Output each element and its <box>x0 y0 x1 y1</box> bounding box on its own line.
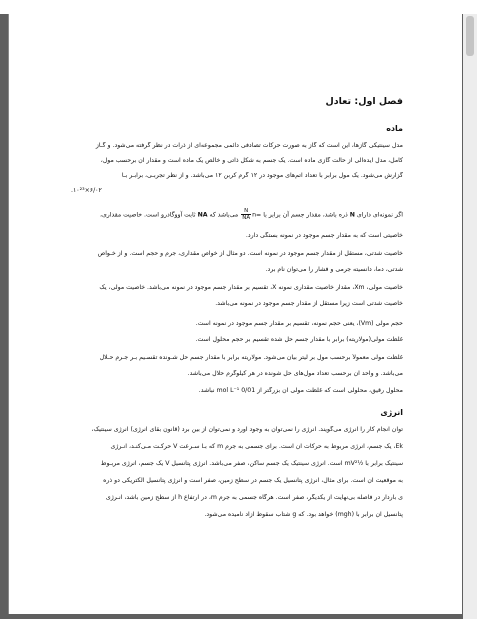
paragraph-line: ی باردار در فاصله بی‌نهایت از یکدیگر، صفر است. هرگاه جسمی به جرم m، در ارتفاع h از سطح زمین باشد، انـرژی <box>105 494 403 501</box>
paragraph-line: خاصیت مولی، Xm، مقدار خاصیت مقداری نمونه X، تقسیم بر مقدار جسم موجود در نمونه می‌باشد. خاصیت مولی، یک <box>99 284 403 291</box>
avogadro-line <box>71 208 403 224</box>
paragraph-line: به موقعیت آن است. برای مثال، انرژی پتانسیل یک جسم در سطح زمین، صفر است و انرژی پتانسیل الکتریکی دو ذره <box>103 477 403 484</box>
n-equals: =n <box>252 211 262 219</box>
symbol-NA: NA <box>197 211 208 219</box>
paragraph-line: خاصیت شدتی، مستقل از مقدار جسم موجود در نمونه است. دو مثال از خواص مقداری، جرم و حجم است. و از خـواص <box>97 250 403 257</box>
paragraph-line: محلول رقیق، محلولی است که غلظت مولی آن بزرگتر از 0/01 mol L⁻¹ نباشد. <box>198 387 403 394</box>
viewer-top-strip <box>0 0 477 14</box>
document-page <box>8 14 462 614</box>
paragraph-line: سینتیک برابر با ½mV² است. انرژی سینتیک یک جسم ساکن، صفر می‌باشد. انرژی پتانسیل V یک جسم، انرژی مربـوط <box>100 460 403 467</box>
avogadro-text-end: ثابت آووگادرو است. خاصیت مقداری، <box>99 211 196 219</box>
scrollbar-thumb[interactable] <box>466 16 474 56</box>
paragraph-line: می‌باشد. و واحد آن برحسب تعداد مول‌های حل شونده در هر کیلوگرم حلال می‌باشد. <box>187 370 403 377</box>
paragraph-line: توان انجام کار را انرژی می‌گویند. انرژی را نمی‌توان به وجود آورد و نمی‌توان از بین برد (قانون بقای انرژی) انرژی سینتیک، <box>91 426 403 433</box>
paragraph-line: پتانسیل آن برابر با (mgh) خواهد بود. که g شتاب سقوط آزاد نامیده می‌شود. <box>204 511 403 518</box>
paragraph-line: مدل سینتیکی گازها، این است که گاز به صورت حرکات تصادفی دائمی مجموعه‌ای از ذرات در نظر گرفته می‌شود. و گـاز <box>95 142 403 149</box>
symbol-N: N <box>349 211 355 219</box>
avogadro-text-before: اگر نمونه‌ای دارای <box>356 211 403 219</box>
section-heading-energy: انرژی <box>380 408 403 417</box>
avogadro-text-middle: ذره باشد، مقدار جسم آن برابر با <box>263 211 348 219</box>
paragraph-line: غلظت مولی معمولاً برحسب مول بر لیتر بیان می‌شود. مولاریته برابر با مقدار جسم حل شـونده تقسـیم بـر جـرم حـلال <box>99 354 403 361</box>
paragraph-line: ۶/۰۲×۱۰²³. <box>71 187 102 194</box>
fraction-numerator: N <box>241 208 251 215</box>
avogadro-text-after: می‌باشد که <box>209 211 239 219</box>
paragraph-line: کامل، مدل ایده‌آلی از حالت گازی ماده است. یک جسم به شکل ذاتی و خالص یک ماده است و مقدار آن برحسب مول، <box>100 157 403 164</box>
paragraph-line: غلظت مولی(مولاریته) برابر با مقدار جسم حل شده تقسیم بر حجم محلول است. <box>195 336 403 343</box>
vertical-scrollbar[interactable] <box>463 14 477 619</box>
paragraph-line: خاصیتی است که به مقدار جسم موجود در نمونه بستگی دارد. <box>245 232 403 239</box>
section-heading-matter: ماده <box>386 124 403 133</box>
chapter-title: فصل اول: تعادل <box>325 96 403 107</box>
fraction-n-over-na <box>241 208 251 221</box>
paragraph-line: گزارش می‌شود. یک مول برابر با تعداد اتم‌های موجود در ۱۲ گرم کربن ۱۲ می‌باشد. و از نظر تجربـی، برابـر بـا <box>121 172 403 179</box>
page-content <box>9 14 463 614</box>
paragraph-line: شدتی، دما، دانسیته جرمی و فشار را می‌توان نام برد. <box>265 266 403 273</box>
paragraph-line: Ek، یک جسم، انرژی مربوط به حرکات آن است. برای جسمی به جرم m که بـا سـرعت V حرکـت مـی‌کنـد، انـرژی <box>110 443 403 450</box>
paragraph-line: حجم مولی (Vm)، یعنی حجم نمونه، تقسیم بر مقدار جسم موجود در نمونه است. <box>195 320 403 327</box>
paragraph-line: خاصیت شدتی است زیرا مستقل از مقدار جسم موجود در نمونه می‌باشد. <box>215 300 403 307</box>
fraction-denominator: NA <box>242 215 251 221</box>
